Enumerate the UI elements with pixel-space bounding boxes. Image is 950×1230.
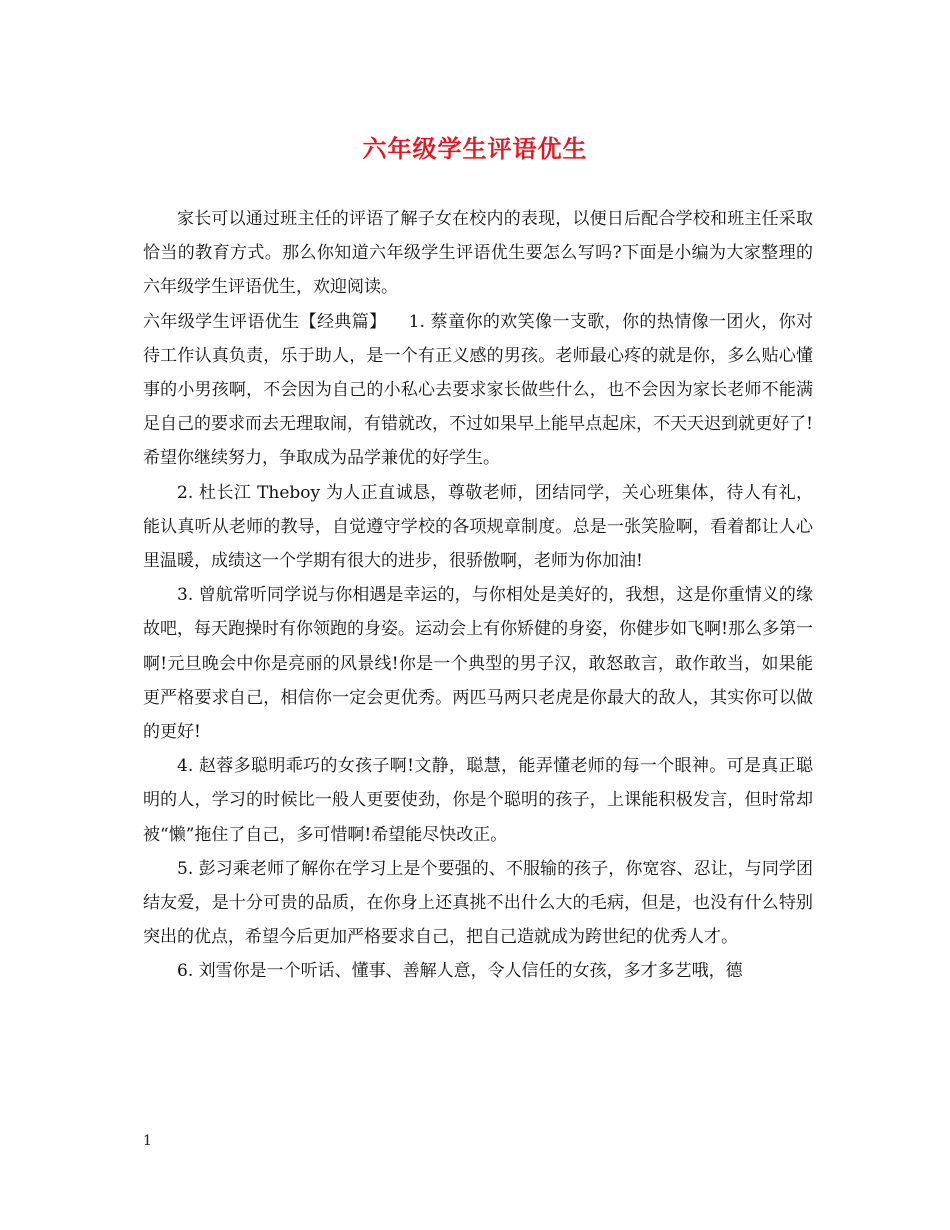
comment-paragraph-4: 4. 赵蓉多聪明乖巧的女孩子啊!文静，聪慧，能弄懂老师的每一个眼神。可是真正聪明的人，学习的时候比一般人更要使劲，你是个聪明的孩子，上课能积极发言，但时常却被“懒”拖住了自己，多可惜啊!希望能尽快改正。 (143, 756, 813, 845)
comment-paragraph-6: 6. 刘雪你是一个听话、懂事、善解人意，令人信任的女孩，多才多艺哦，德 (177, 961, 743, 982)
comment-paragraph-1 (143, 305, 813, 476)
section-heading: 六年级学生评语优生【经典篇】 (143, 311, 387, 332)
comment-paragraph-3: 3. 曾航常听同学说与你相遇是幸运的，与你相处是美好的，我想，这是你重情义的缘故吧，每天跑操时有你领跑的身姿。运动会上有你矫健的身姿，你健步如飞啊!那么多第一啊!元旦晚会中你是亮丽的风景线!你是一个典型的男子汉，敢怒敢言，敢作敢当，如果能更严格要求自己，相信你一定会更优秀。两匹马两只老虎是你最大的敌人，其实你可以做的更好! (143, 585, 813, 743)
comment-text-1: 1. 蔡童你的欢笑像一支歌，你的热情像一团火，你对待工作认真负责，乐于助人，是一个有正义感的男孩。老师最心疼的就是你，多么贴心懂事的小男孩啊，不会因为自己的小私心去要求家长做些什么，也不会因为家长老师不能满足自己的要求而去无理取闹，有错就改，不过如果早上能早点起床，不天天迟到就更好了!希望你继续努力，争取成为品学兼优的好学生。 (143, 311, 814, 469)
comment-paragraph-5: 5. 彭习乘老师了解你在学习上是个要强的、不服输的孩子，你宽容、忍让，与同学团结友爱，是十分可贵的品质，在你身上还真挑不出什么大的毛病，但是，也没有什么特别突出的优点，希望今后更加严格要求自己，把自己造就成为跨世纪的优秀人才。 (143, 858, 813, 948)
intro-paragraph: 家长可以通过班主任的评语了解子女在校内的表现，以便日后配合学校和班主任采取恰当的教育方式。那么你知道六年级学生评语优生要怎么写吗?下面是小编为大家整理的六年级学生评语优生，欢迎阅读。 (143, 209, 813, 298)
comment-paragraph-2: 2. 杜长江 Theboy 为人正直诚恳，尊敬老师，团结同学，关心班集体，待人有礼，能认真听从老师的教导，自觉遵守学校的各项规章制度。总是一张笑脸啊，看着都让人心里温暖，成绩这一个学期有很大的进步，很骄傲啊，老师为你加油! (143, 482, 813, 572)
document-body (143, 202, 813, 989)
page-number: 1 (143, 1133, 152, 1149)
document-title: 六年级学生评语优生 (362, 135, 588, 163)
